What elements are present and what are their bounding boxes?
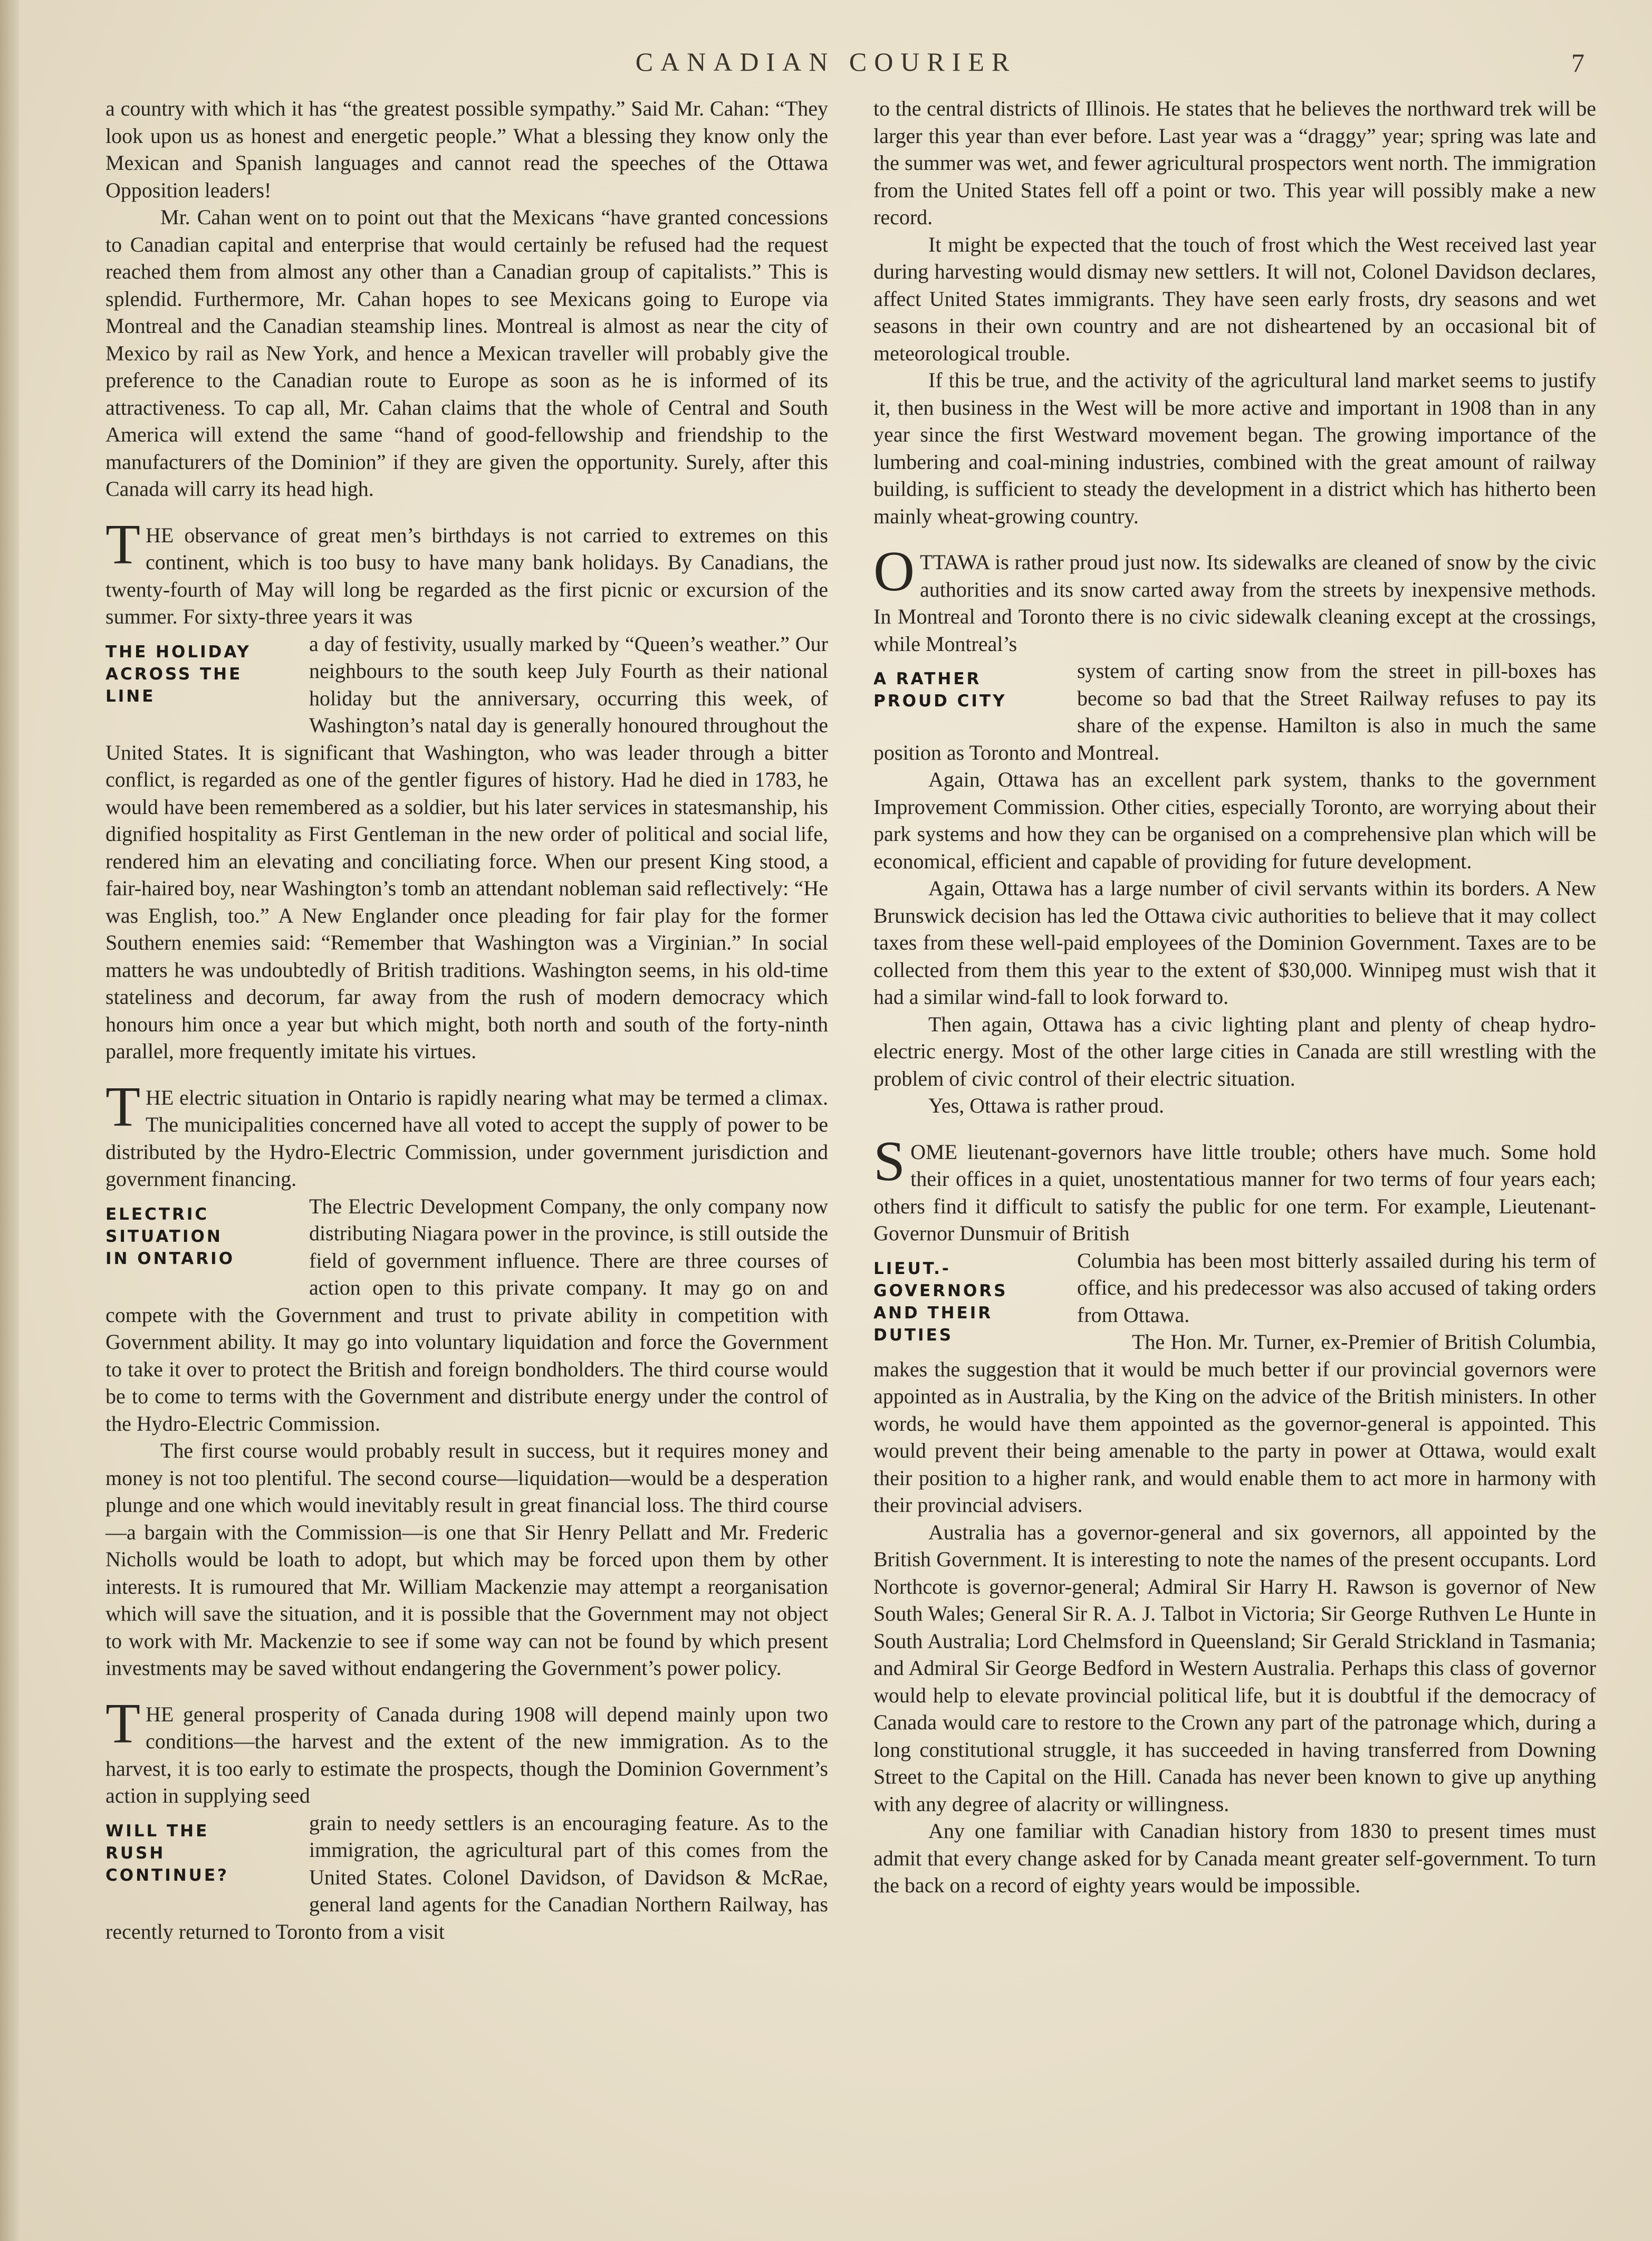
paragraph: If this be true, and the activity of the agricultural land market seems to justify it, then business in the West will be more active and important in 1908 than in any year since the first Westward movement began. The growing importance of the lumbering and coal-mining industries, combined with the great amount of railway building, is sufficient to steady the development in a district which has hitherto been mainly wheat-growing country. [873, 368, 1596, 528]
side-heading [873, 668, 1063, 712]
drop-cap: T [105, 1692, 140, 1755]
running-header: CANADIAN COURIER [635, 47, 1017, 76]
right-column [873, 95, 1596, 1899]
side-heading-line: THE HOLIDAY [105, 642, 251, 662]
lead-text: TTAWA is rather proud just now. Its sidewalks are cleaned of snow by the civic authorities and its snow carted away from the streets by inexpensive methods. In Montreal and Toronto there is no civic sidewalk cleaning except at the crossings, while Montreal’s [873, 550, 1596, 656]
article-rush [105, 1692, 828, 1946]
article-body: The Electric Development Company, the only company now distributing Niagara power in the province, is still outside the field of government influence. There are three courses of action open to this private company. It may go on and compete with the Government and trust to private ability in competition with Government ability. It may go into voluntary liquidation and force the Government to take it over to protect the British and foreign bondholders. The third course would be to come to terms with the Government and distribute energy under the control of the Hydro-Electric Commission. [105, 1194, 828, 1435]
article-body: Columbia has been most bitterly assailed during his term of office, and his predecessor was also accused of taking orders from Ottawa. [1077, 1248, 1596, 1327]
page-number: 7 [1571, 48, 1584, 78]
side-heading [105, 1203, 295, 1270]
side-heading [105, 1820, 295, 1886]
article-governors [873, 1129, 1596, 1899]
article-lead [873, 540, 1596, 657]
side-heading-line: ACROSS THE LINE [105, 664, 243, 706]
article-lead [105, 1692, 828, 1809]
side-heading-line: A RATHER [873, 669, 982, 688]
article-electric [105, 1075, 828, 1682]
side-heading [873, 1258, 1063, 1346]
article-lead [105, 1075, 828, 1193]
article-lead [105, 513, 828, 630]
side-heading-line: AND THEIR DUTIES [873, 1303, 993, 1345]
article-holiday [105, 513, 828, 1065]
side-heading [105, 641, 295, 707]
drop-cap: T [105, 1075, 140, 1138]
side-heading-line: LIEUT.-GOVERNORS [873, 1259, 1008, 1300]
side-heading-line: ELECTRIC SITUATION [105, 1204, 223, 1246]
drop-cap: O [873, 540, 915, 603]
drop-cap: T [105, 513, 140, 576]
article-body: grain to needy settlers is an encouraging feature. As to the immigration, the agricultural part of this comes from the United States. Colonel Davidson, of Davidson & McRae, general land agents for the Canadian Northern Railway, has recently returned to Toronto from a visit [105, 1811, 828, 1943]
side-heading-line: IN ONTARIO [105, 1249, 235, 1268]
side-heading-line: PROUD CITY [873, 692, 1007, 711]
paragraph: Again, Ottawa has a large number of civil servants within its borders. A New Brunswick decision has led the Ottawa civic authorities to believe that it may collect taxes from these well-paid employees of the Dominion Government. Taxes are to be collected from them this year to the extent of $30,000. Winnipeg must wish that it had a similar wind-fall to look forward to. [873, 876, 1596, 1009]
lead-text: HE electric situation in Ontario is rapidly nearing what may be termed a climax. The municipalities concerned have all voted to accept the supply of power to be distributed by the Hydro-Electric Commission, under government jurisdiction and government financing. [105, 1085, 828, 1191]
page-binding-edge [0, 0, 19, 2241]
lead-text: OME lieutenant-governors have little trouble; others have much. Some hold their offices in a quiet, unostentatious manner for two terms of four years each; others find it difficult to satisfy the public for one term. For example, Lieutenant-Governor Dunsmuir of British [873, 1139, 1596, 1245]
drop-cap: S [873, 1129, 906, 1193]
side-heading-line: RUSH CONTINUE? [105, 1843, 229, 1885]
paragraph: Yes, Ottawa is rather proud. [928, 1094, 1164, 1117]
paragraph: a country with which it has “the greatest possible sympathy.” Said Mr. Cahan: “They look upon us as honest and energetic people.” What a blessing they know only the Mexican and Spanish languages and cannot read the speeches of the Ottawa Opposition leaders! [105, 97, 828, 202]
paragraph: to the central districts of Illinois. He states that he believes the northward trek will be larger this year than ever before. Last year was a “draggy” year; spring was late and the summer was wet, and fewer agricultural prospectors went north. The immigration from the United States fell off a point or two. This year will possibly make a new record. [873, 97, 1596, 229]
lead-text: HE observance of great men’s birthdays is not carried to extremes on this continent, which is too busy to have many bank holidays. By Canadians, the twenty-fourth of May will long be regarded as the first picnic or excursion of the summer. For sixty-three years it was [105, 523, 828, 628]
left-column [105, 95, 828, 1945]
paragraph: It might be expected that the touch of frost which the West received last year during harvesting would dismay new settlers. It will not, Colonel Davidson declares, affect United States immigrants. They have seen early frosts, dry seasons and wet seasons in their own country and are not disheartened by an occasional bit of meteorological trouble. [873, 232, 1596, 365]
intro-article [105, 95, 828, 503]
paragraph: Australia has a governor-general and six governors, all appointed by the British Government. It is interesting to note the names of the present occupants. Lord Northcote is governor-general; Admiral Sir Harry H. Rawson is governor of New South Wales; General Sir R. A. J. Talbot in Victoria; Sir George Ruthven Le Hunte in South Australia; Lord Chelmsford in Queensland; Sir Gerald Strickland in Tasmania; and Admiral Sir George Bedford in Western Australia. Perhaps this class of governor would help to elevate provincial political life, but it is doubtful if the democracy of Canada would care to restore to the Crown any part of the patronage which, during a long constitutional struggle, it has succeeded in having transferred from Downing Street to the Capital on the Hill. Canada has never been known to give up anything with any degree of alacrity or willingness. [873, 1520, 1596, 1816]
paragraph: Mr. Cahan went on to point out that the Mexicans “have granted concessions to Canadian capital and enterprise that would certainly be refused had the request reached them from almost any other than a Canadian group of capitalists.” This is splendid. Furthermore, Mr. Cahan hopes to see Mexicans going to Europe via Montreal and the Canadian steamship lines. Montreal is almost as near the city of Mexico by rail as New York, and hence a Mexican traveller will probably give the preference to the Canadian route to Europe as soon as he is informed of its attractiveness. To cap all, Mr. Cahan claims that the whole of Central and South America will extend the same “hand of good-fellowship and friendship to the manufacturers of the Dominion” if they are given the opportunity. Surely, after this Canada will carry its head high. [105, 205, 828, 501]
paragraph: Again, Ottawa has an excellent park system, thanks to the government Improvement Commission. Other cities, especially Toronto, are worrying about their park systems and how they can be organised on a comprehensive plan which will be economical, efficient and capable of providing for future development. [873, 768, 1596, 873]
paragraph: The Hon. Mr. Turner, ex-Premier of British Columbia, makes the suggestion that it would be much better if our provincial governors were appointed as in Australia, by the King on the advice of the British ministers. In other words, he would have them appointed as the governor-general is appointed. This would prevent their being amenable to the party in power at Ottawa, would exalt their position to a higher rank, and would enable them to act more in harmony with their provincial advisers. [873, 1330, 1596, 1517]
article-body: system of carting snow from the street in pill-boxes has become so bad that the Street Railway refuses to pay its share of the expense. Hamilton is also in much the same position as Toronto and Montreal. [873, 659, 1596, 764]
article-ottawa [873, 540, 1596, 1119]
article-body: a day of festivity, usually marked by “Queen’s weather.” Our neighbours to the south keep July Fourth as their national holiday but the anniversary, occurring this week, of Washington’s natal day is generally honoured throughout the United States. It is significant that Washington, who was leader through a bitter conflict, is regarded as one of the gentler figures of history. Had he died in 1783, he would have been remembered as a soldier, but his later services in statesmanship, his dignified hospitality as First Gentleman in the new order of political and social life, rendered him an elevating and conciliating force. When our present King stood, a fair-haired boy, near Washington’s tomb an attendant nobleman said reflectively: “He was English, too.” A New Englander once pleading for fair play for the former Southern enemies said: “Remember that Washington was a Virginian.” In social matters he was undoubtedly of British traditions. Washington seems, in his old-time stateliness and decorum, far away from the rush of modern democracy which honours him once a year but which might, both north and south of the forty-ninth parallel, more frequently imitate his virtues. [105, 631, 828, 1063]
article-lead [873, 1129, 1596, 1247]
article-rush-continued [873, 95, 1596, 530]
paragraph: Then again, Ottawa has a civic lighting plant and plenty of cheap hydro-electric energy. Most of the other large cities in Canada are still wrestling with the problem of civic control of their electric situation. [873, 1012, 1596, 1090]
paragraph: Any one familiar with Canadian history from 1830 to present times must admit that every change asked for by Canada meant greater self-government. To turn the back on a record of eighty years would be impossible. [873, 1819, 1596, 1897]
side-heading-line: WILL THE [105, 1821, 209, 1841]
lead-text: HE general prosperity of Canada during 1908 will depend mainly upon two conditions—the harvest and the extent of the new immigration. As to the harvest, it is too early to estimate the prospects, though the Dominion Government’s action in supplying seed [105, 1702, 828, 1807]
paragraph: The first course would probably result in success, but it requires money and money is not too plentiful. The second course—liquidation—would be a desperation plunge and one which would inevitably result in great financial loss. The third course—a bargain with the Commission—is one that Sir Henry Pellatt and Mr. Frederic Nicholls would be loath to adopt, but which may be forced upon them by other interests. It is rumoured that Mr. William Mackenzie may attempt a reorganisation which will save the situation, and it is possible that the Government may not object to work with Mr. Mackenzie to see if some way can not be found by which present investments may be saved without endangering the Government’s power policy. [105, 1439, 828, 1680]
